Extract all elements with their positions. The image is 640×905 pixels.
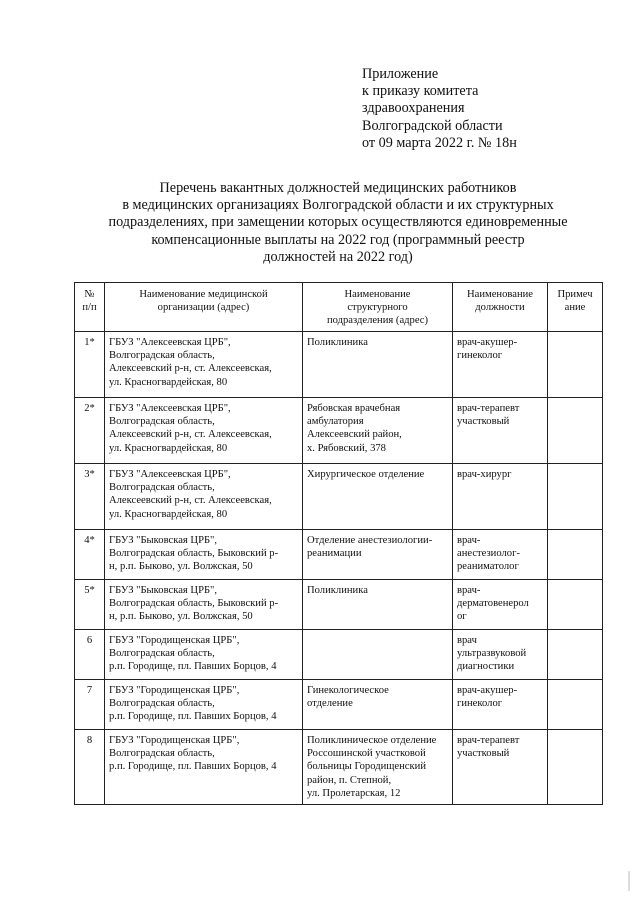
note-cell	[548, 730, 603, 804]
organization-cell	[105, 464, 303, 530]
header-organization	[105, 283, 303, 332]
unit-cell	[303, 680, 453, 730]
cell-line: ГБУЗ "Быковская ЦРБ",	[109, 535, 218, 547]
header-note	[548, 283, 603, 332]
cell-line: Волгоградская область,	[109, 416, 215, 428]
cell-line: ул. Красногвардейская, 80	[109, 508, 228, 520]
position-cell	[453, 464, 548, 530]
position-cell	[453, 580, 548, 630]
cell-line: реанимации	[307, 548, 362, 560]
cell-line: Волгоградская область,	[109, 748, 215, 760]
cell-line: амбулатория	[307, 416, 364, 428]
position-cell	[453, 680, 548, 730]
cell-line: реаниматолог	[457, 561, 519, 573]
cell-line: Гинекологическое	[307, 685, 389, 697]
header-line: организации (адрес)	[157, 302, 250, 314]
row-number: 8	[75, 730, 105, 804]
cell-line: ул. Пролетарская, 12	[307, 787, 401, 799]
header-line: структурного	[347, 302, 408, 314]
table-row	[75, 530, 603, 580]
cell-line: Поликлиника	[307, 337, 368, 349]
note-cell	[548, 464, 603, 530]
organization-cell	[105, 332, 303, 398]
cell-line: Отделение анестезиологии-	[307, 535, 433, 547]
organization-cell	[105, 680, 303, 730]
title-line: должностей на 2022 год)	[263, 248, 413, 265]
cell-line: врач-терапевт	[457, 403, 520, 415]
title-line: компенсационные выплаты на 2022 год (программный реестр	[151, 231, 525, 248]
document-title	[90, 180, 586, 266]
header-line: ание	[564, 302, 586, 314]
header-line: должности	[475, 302, 525, 314]
note-cell	[548, 332, 603, 398]
note-cell	[548, 398, 603, 464]
position-cell	[453, 530, 548, 580]
scan-mark	[628, 871, 630, 891]
cell-line: отделение	[307, 698, 353, 710]
organization-cell	[105, 530, 303, 580]
header-line: Наименование	[467, 289, 533, 300]
cell-line: врач-терапевт	[457, 735, 520, 747]
cell-line: анестезиолог-	[457, 548, 520, 560]
cell-line: р.п. Городище, пл. Павших Борцов, 4	[109, 761, 277, 773]
table-row	[75, 630, 603, 680]
cell-line: Поликлиника	[307, 585, 368, 597]
vacancies-table	[74, 282, 603, 805]
header-row	[75, 283, 603, 332]
unit-cell	[303, 630, 453, 680]
cell-line: ГБУЗ "Городищенская ЦРБ",	[109, 635, 240, 647]
cell-line: Алексеевский р-н, ст. Алексеевская,	[109, 429, 272, 441]
organization-cell	[105, 398, 303, 464]
cell-line: ул. Красногвардейская, 80	[109, 376, 228, 388]
unit-cell	[303, 580, 453, 630]
table-header	[75, 283, 603, 332]
cell-line: Россошинской участковой	[307, 748, 426, 760]
cell-line: н, р.п. Быково, ул. Волжская, 50	[109, 611, 253, 623]
cell-line: Волгоградская область,	[109, 648, 215, 660]
cell-line: ультразвуковой	[457, 648, 527, 660]
table-row	[75, 580, 603, 630]
table-row	[75, 680, 603, 730]
title-line: в медицинских организациях Волгоградской области и их структурных	[122, 197, 554, 214]
cell-line: Алексеевский р-н, ст. Алексеевская,	[109, 363, 272, 375]
cell-line: участковый	[457, 748, 510, 760]
cell-line: ог	[457, 611, 467, 623]
header-line: Наименование медицинской	[139, 289, 268, 300]
cell-line: врач	[457, 635, 477, 647]
cell-line: ГБУЗ "Алексеевская ЦРБ",	[109, 337, 231, 349]
unit-cell	[303, 530, 453, 580]
header-number	[75, 283, 105, 332]
appendix-line: от 09 марта 2022 г. № 18н	[362, 134, 517, 151]
header-line: п/п	[82, 302, 97, 314]
cell-line: гинеколог	[457, 698, 503, 710]
appendix-block	[362, 66, 592, 152]
unit-cell	[303, 730, 453, 804]
row-number: 6	[75, 630, 105, 680]
note-cell	[548, 530, 603, 580]
cell-line: Волгоградская область, Быковский р-	[109, 598, 279, 610]
table-row	[75, 730, 603, 804]
title-line: подразделениях, при замещении которых осуществляются единовременные	[108, 214, 568, 231]
cell-line: врач-	[457, 585, 481, 597]
table-row	[75, 464, 603, 530]
cell-line: Волгоградская область,	[109, 350, 215, 362]
table-body	[75, 332, 603, 804]
cell-line: диагностики	[457, 661, 515, 673]
table-row	[75, 398, 603, 464]
unit-cell	[303, 398, 453, 464]
organization-cell	[105, 630, 303, 680]
cell-line: ул. Красногвардейская, 80	[109, 442, 228, 454]
position-cell	[453, 398, 548, 464]
row-number: 1*	[75, 332, 105, 398]
cell-line: х. Рябовский, 378	[307, 442, 386, 454]
cell-line: гинеколог	[457, 350, 503, 362]
organization-cell	[105, 580, 303, 630]
appendix-line: Приложение	[362, 66, 439, 82]
cell-line: Хирургическое отделение	[307, 469, 425, 481]
cell-line: Алексеевский район,	[307, 429, 402, 441]
cell-line: ГБУЗ "Быковская ЦРБ",	[109, 585, 218, 597]
appendix-line: Волгоградской области	[362, 117, 503, 134]
cell-line: р.п. Городище, пл. Павших Борцов, 4	[109, 661, 277, 673]
cell-line: ГБУЗ "Городищенская ЦРБ",	[109, 735, 240, 747]
cell-line: дерматовенерол	[457, 598, 529, 610]
table-row	[75, 332, 603, 398]
title-line: Перечень вакантных должностей медицинских работников	[159, 180, 517, 196]
row-number: 3*	[75, 464, 105, 530]
header-line: Наименование	[344, 289, 411, 300]
cell-line: ГБУЗ "Алексеевская ЦРБ",	[109, 403, 231, 415]
unit-cell	[303, 332, 453, 398]
cell-line: участковый	[457, 416, 510, 428]
cell-line: р.п. Городище, пл. Павших Борцов, 4	[109, 711, 277, 723]
row-number: 5*	[75, 580, 105, 630]
position-cell	[453, 730, 548, 804]
header-position	[453, 283, 548, 332]
note-cell	[548, 630, 603, 680]
appendix-line: к приказу комитета	[362, 83, 479, 100]
cell-line: Волгоградская область,	[109, 698, 215, 710]
header-line: №	[84, 289, 95, 300]
row-number: 2*	[75, 398, 105, 464]
cell-line: Рябовская врачебная	[307, 403, 401, 415]
cell-line: врач-акушер-	[457, 337, 518, 349]
cell-line: врач-	[457, 535, 481, 547]
cell-line: Поликлиническое отделение	[307, 735, 437, 747]
row-number: 7	[75, 680, 105, 730]
cell-line: врач-акушер-	[457, 685, 518, 697]
cell-line: врач-хирург	[457, 469, 512, 481]
header-unit	[303, 283, 453, 332]
cell-line: ГБУЗ "Городищенская ЦРБ",	[109, 685, 240, 697]
cell-line: Волгоградская область,	[109, 482, 215, 494]
organization-cell	[105, 730, 303, 804]
cell-line: Волгоградская область, Быковский р-	[109, 548, 279, 560]
position-cell	[453, 630, 548, 680]
note-cell	[548, 580, 603, 630]
appendix-line: здравоохранения	[362, 100, 465, 117]
cell-line: н, р.п. Быково, ул. Волжская, 50	[109, 561, 253, 573]
cell-line: Алексеевский р-н, ст. Алексеевская,	[109, 495, 272, 507]
cell-line: район, п. Степной,	[307, 774, 392, 786]
unit-cell	[303, 464, 453, 530]
cell-line: ГБУЗ "Алексеевская ЦРБ",	[109, 469, 231, 481]
position-cell	[453, 332, 548, 398]
cell-line: больницы Городищенский	[307, 761, 426, 773]
header-line: Примеч	[557, 289, 593, 300]
header-line: подразделения (адрес)	[326, 315, 429, 327]
note-cell	[548, 680, 603, 730]
row-number: 4*	[75, 530, 105, 580]
